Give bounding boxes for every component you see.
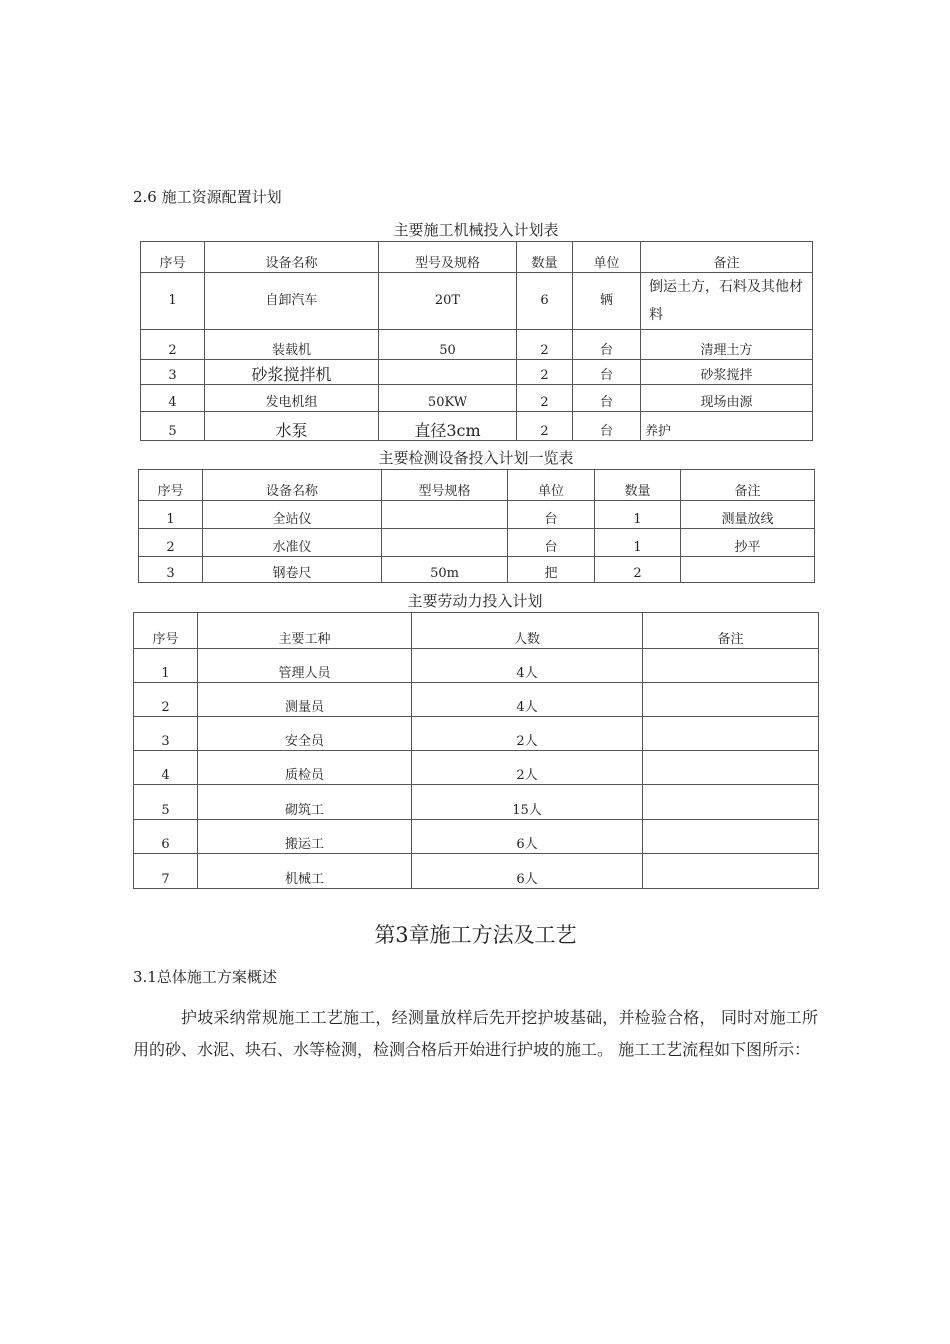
table-cell: 1 — [134, 649, 198, 683]
table-cell: 台 — [573, 412, 641, 441]
table-cell — [643, 854, 819, 889]
table-row — [139, 557, 815, 583]
table-cell: 全站仪 — [203, 501, 382, 529]
table-row — [134, 854, 819, 889]
table-cell: 50m — [382, 557, 508, 583]
table-cell: 装载机 — [205, 330, 379, 360]
table-header-cell: 人数 — [412, 613, 643, 649]
table-cell: 台 — [508, 501, 595, 529]
table-row — [134, 717, 819, 751]
table-cell — [643, 649, 819, 683]
table-cell: 管理人员 — [198, 649, 412, 683]
table-header-cell: 主要工种 — [198, 613, 412, 649]
table-row — [141, 385, 813, 412]
table-cell: 2 — [134, 683, 198, 717]
chapter-title: 第3章施工方法及工艺 — [374, 923, 577, 947]
table-cell: 清理土方 — [641, 330, 813, 360]
table-cell: 养护 — [641, 412, 813, 441]
table-cell: 4人 — [412, 649, 643, 683]
table-row — [134, 820, 819, 854]
table-cell: 3 — [139, 557, 203, 583]
table-cell: 3 — [134, 717, 198, 751]
table-cell: 质检员 — [198, 751, 412, 785]
table-header-row — [139, 470, 815, 501]
table-cell — [643, 785, 819, 820]
table-cell: 自卸汽车 — [205, 273, 379, 330]
table-row — [139, 529, 815, 557]
table-cell: 2人 — [412, 717, 643, 751]
table2-caption: 主要检测设备投入计划一览表 — [378, 449, 574, 467]
table-row — [141, 360, 813, 385]
table-cell: 20T — [379, 273, 517, 330]
table-cell — [643, 717, 819, 751]
table-cell: 1 — [139, 501, 203, 529]
table-cell: 2 — [517, 385, 573, 412]
table-cell: 台 — [508, 529, 595, 557]
table-cell: 7 — [134, 854, 198, 889]
testing-equipment-table — [138, 469, 815, 583]
table-cell: 1 — [141, 273, 205, 330]
table-cell: 钢卷尺 — [203, 557, 382, 583]
table-row — [134, 649, 819, 683]
table-cell: 1 — [595, 529, 681, 557]
subsection-heading: 3.1总体施工方案概述 — [133, 968, 277, 986]
table-cell — [643, 820, 819, 854]
table-header-row — [134, 613, 819, 649]
table-cell: 4 — [134, 751, 198, 785]
table3-caption: 主要劳动力投入计划 — [407, 592, 543, 610]
table-header-cell: 单位 — [573, 242, 641, 273]
table-cell: 水准仪 — [203, 529, 382, 557]
table-cell: 6 — [134, 820, 198, 854]
table-cell: 现场由源 — [641, 385, 813, 412]
table-cell: 2 — [139, 529, 203, 557]
table-header-cell: 型号规格 — [382, 470, 508, 501]
table-cell: 5 — [134, 785, 198, 820]
table-cell — [643, 751, 819, 785]
table-row — [141, 273, 813, 330]
table-row — [134, 785, 819, 820]
table-cell: 砂浆搅拌机 — [205, 360, 379, 385]
table-cell — [382, 501, 508, 529]
table-header-cell: 序号 — [134, 613, 198, 649]
table-cell: 6人 — [412, 854, 643, 889]
table-row — [141, 412, 813, 441]
table-cell: 5 — [141, 412, 205, 441]
table-row — [134, 683, 819, 717]
table-header-cell: 数量 — [517, 242, 573, 273]
table-cell: 测量放线 — [681, 501, 815, 529]
table-cell: 搬运工 — [198, 820, 412, 854]
table-cell: 50KW — [379, 385, 517, 412]
table-header-cell: 备注 — [641, 242, 813, 273]
table1-caption: 主要施工机械投入计划表 — [393, 221, 559, 239]
table-row — [139, 501, 815, 529]
table-cell: 6人 — [412, 820, 643, 854]
table-cell: 机械工 — [198, 854, 412, 889]
table-cell: 把 — [508, 557, 595, 583]
table-cell: 2 — [517, 360, 573, 385]
table-cell: 砂浆搅拌 — [641, 360, 813, 385]
section-heading: 2.6 施工资源配置计划 — [133, 188, 282, 206]
table-cell: 辆 — [573, 273, 641, 330]
table-cell: 15人 — [412, 785, 643, 820]
table-cell — [379, 360, 517, 385]
table-cell: 台 — [573, 385, 641, 412]
table-cell: 2 — [517, 412, 573, 441]
table-cell — [681, 557, 815, 583]
machinery-table — [140, 241, 813, 441]
table-header-cell: 序号 — [141, 242, 205, 273]
table-header-cell: 设备名称 — [205, 242, 379, 273]
table-cell: 倒运土方，石料及其他材料 — [641, 273, 813, 330]
table-cell: 水泵 — [205, 412, 379, 441]
table-header-cell: 序号 — [139, 470, 203, 501]
table-header-row — [141, 242, 813, 273]
table-header-cell: 设备名称 — [203, 470, 382, 501]
table-row — [141, 330, 813, 360]
table-cell: 测量员 — [198, 683, 412, 717]
table-cell: 4 — [141, 385, 205, 412]
table-header-cell: 单位 — [508, 470, 595, 501]
table-cell — [643, 683, 819, 717]
table-cell: 直径3cm — [379, 412, 517, 441]
table-cell: 抄平 — [681, 529, 815, 557]
table-cell: 台 — [573, 360, 641, 385]
table-cell: 2 — [141, 330, 205, 360]
labor-table — [133, 612, 819, 889]
table-header-cell: 数量 — [595, 470, 681, 501]
table-cell: 发电机组 — [205, 385, 379, 412]
table-cell: 4人 — [412, 683, 643, 717]
table-cell: 2人 — [412, 751, 643, 785]
table-cell: 1 — [595, 501, 681, 529]
table-cell: 2 — [517, 330, 573, 360]
table-cell — [382, 529, 508, 557]
table-cell: 3 — [141, 360, 205, 385]
table-cell: 安全员 — [198, 717, 412, 751]
table-header-cell: 备注 — [681, 470, 815, 501]
table-cell: 6 — [517, 273, 573, 330]
table-cell: 2 — [595, 557, 681, 583]
table-cell: 台 — [573, 330, 641, 360]
table-header-cell: 备注 — [643, 613, 819, 649]
table-cell: 砌筑工 — [198, 785, 412, 820]
body-paragraph: 护坡采纳常规施工工艺施工，经测量放样后先开挖护坡基础，并检验合格， 同时对施工所用的砂、水泥、块石、水等检测，检测合格后开始进行护坡的施工。 施工工艺流程如下图所示： — [133, 1008, 818, 1059]
table-row — [134, 751, 819, 785]
table-cell: 50 — [379, 330, 517, 360]
table-header-cell: 型号及规格 — [379, 242, 517, 273]
